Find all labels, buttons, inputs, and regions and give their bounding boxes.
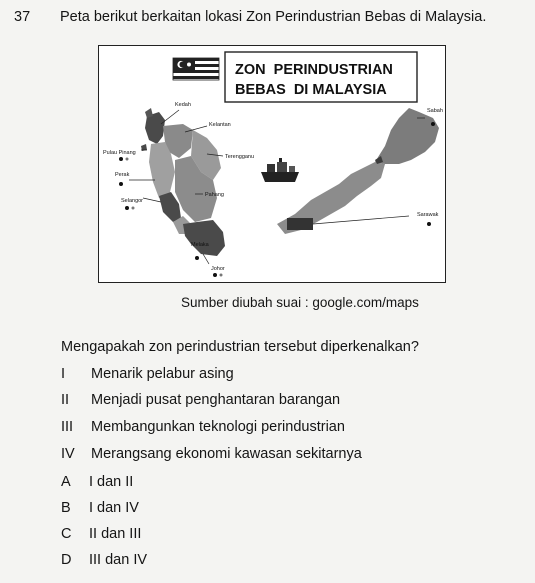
label-kelantan: Kelantan	[209, 122, 231, 128]
label-pahang: Pahang	[205, 192, 224, 198]
statement-text: Merangsang ekonomi kawasan sekitarnya	[91, 446, 362, 462]
malaysia-map	[99, 46, 445, 282]
option-text: I dan II	[89, 474, 134, 490]
sabah-region	[375, 108, 439, 164]
malaysia-flag-icon	[173, 58, 219, 80]
label-selangor: Selangor	[121, 198, 144, 204]
option-letter: D	[61, 552, 72, 568]
statement-4	[61, 446, 362, 462]
question-prompt: Mengapakah zon perindustrian tersebut diperkenalkan?	[61, 339, 419, 355]
option-c[interactable]	[61, 526, 141, 542]
option-text: III dan IV	[89, 552, 148, 568]
label-sarawak: Sarawak	[417, 212, 439, 218]
label-perak: Perak	[115, 172, 130, 178]
map-title-line1: ZON PERINDUSTRIAN	[235, 62, 393, 78]
statement-numeral: III	[61, 419, 74, 435]
label-johor: Johor	[211, 266, 225, 272]
label-terengganu: Terengganu	[225, 154, 255, 160]
johor-region	[183, 220, 225, 256]
statement-3	[61, 419, 345, 435]
option-letter: C	[61, 526, 72, 542]
statement-text: Menjadi pusat penghantaran barangan	[91, 392, 341, 408]
option-letter: A	[61, 474, 71, 490]
map-figure	[98, 45, 446, 283]
option-b[interactable]	[61, 500, 139, 516]
statement-1	[61, 366, 234, 382]
statement-text: Menarik pelabur asing	[91, 366, 234, 382]
label-sabah: Sabah	[427, 108, 443, 114]
statement-text: Membangunkan teknologi perindustrian	[91, 419, 345, 435]
question-number: 37	[14, 9, 31, 25]
label-pulau-pinang: Pulau Pinang	[103, 150, 136, 156]
cargo-ship-icon	[261, 158, 299, 182]
option-text: I dan IV	[89, 500, 139, 516]
east-malaysia	[277, 108, 439, 234]
label-melaka: Melaka	[191, 242, 209, 248]
statement-2	[61, 392, 340, 408]
peninsular-malaysia	[141, 108, 225, 256]
option-letter: B	[61, 500, 71, 516]
option-text: II dan III	[89, 526, 142, 542]
statement-numeral: I	[61, 366, 66, 382]
sarawak-zone-marker	[287, 218, 313, 230]
map-source: Sumber diubah suai : google.com/maps	[181, 295, 419, 310]
map-title-line2: BEBAS DI MALAYSIA	[235, 82, 387, 98]
label-kedah: Kedah	[175, 102, 191, 108]
statement-numeral: II	[61, 392, 70, 408]
statement-numeral: IV	[61, 446, 75, 462]
option-d[interactable]	[61, 552, 147, 568]
question-stem: Peta berikut berkaitan lokasi Zon Perindustrian Bebas di Malaysia.	[60, 9, 487, 25]
option-a[interactable]	[61, 474, 133, 490]
